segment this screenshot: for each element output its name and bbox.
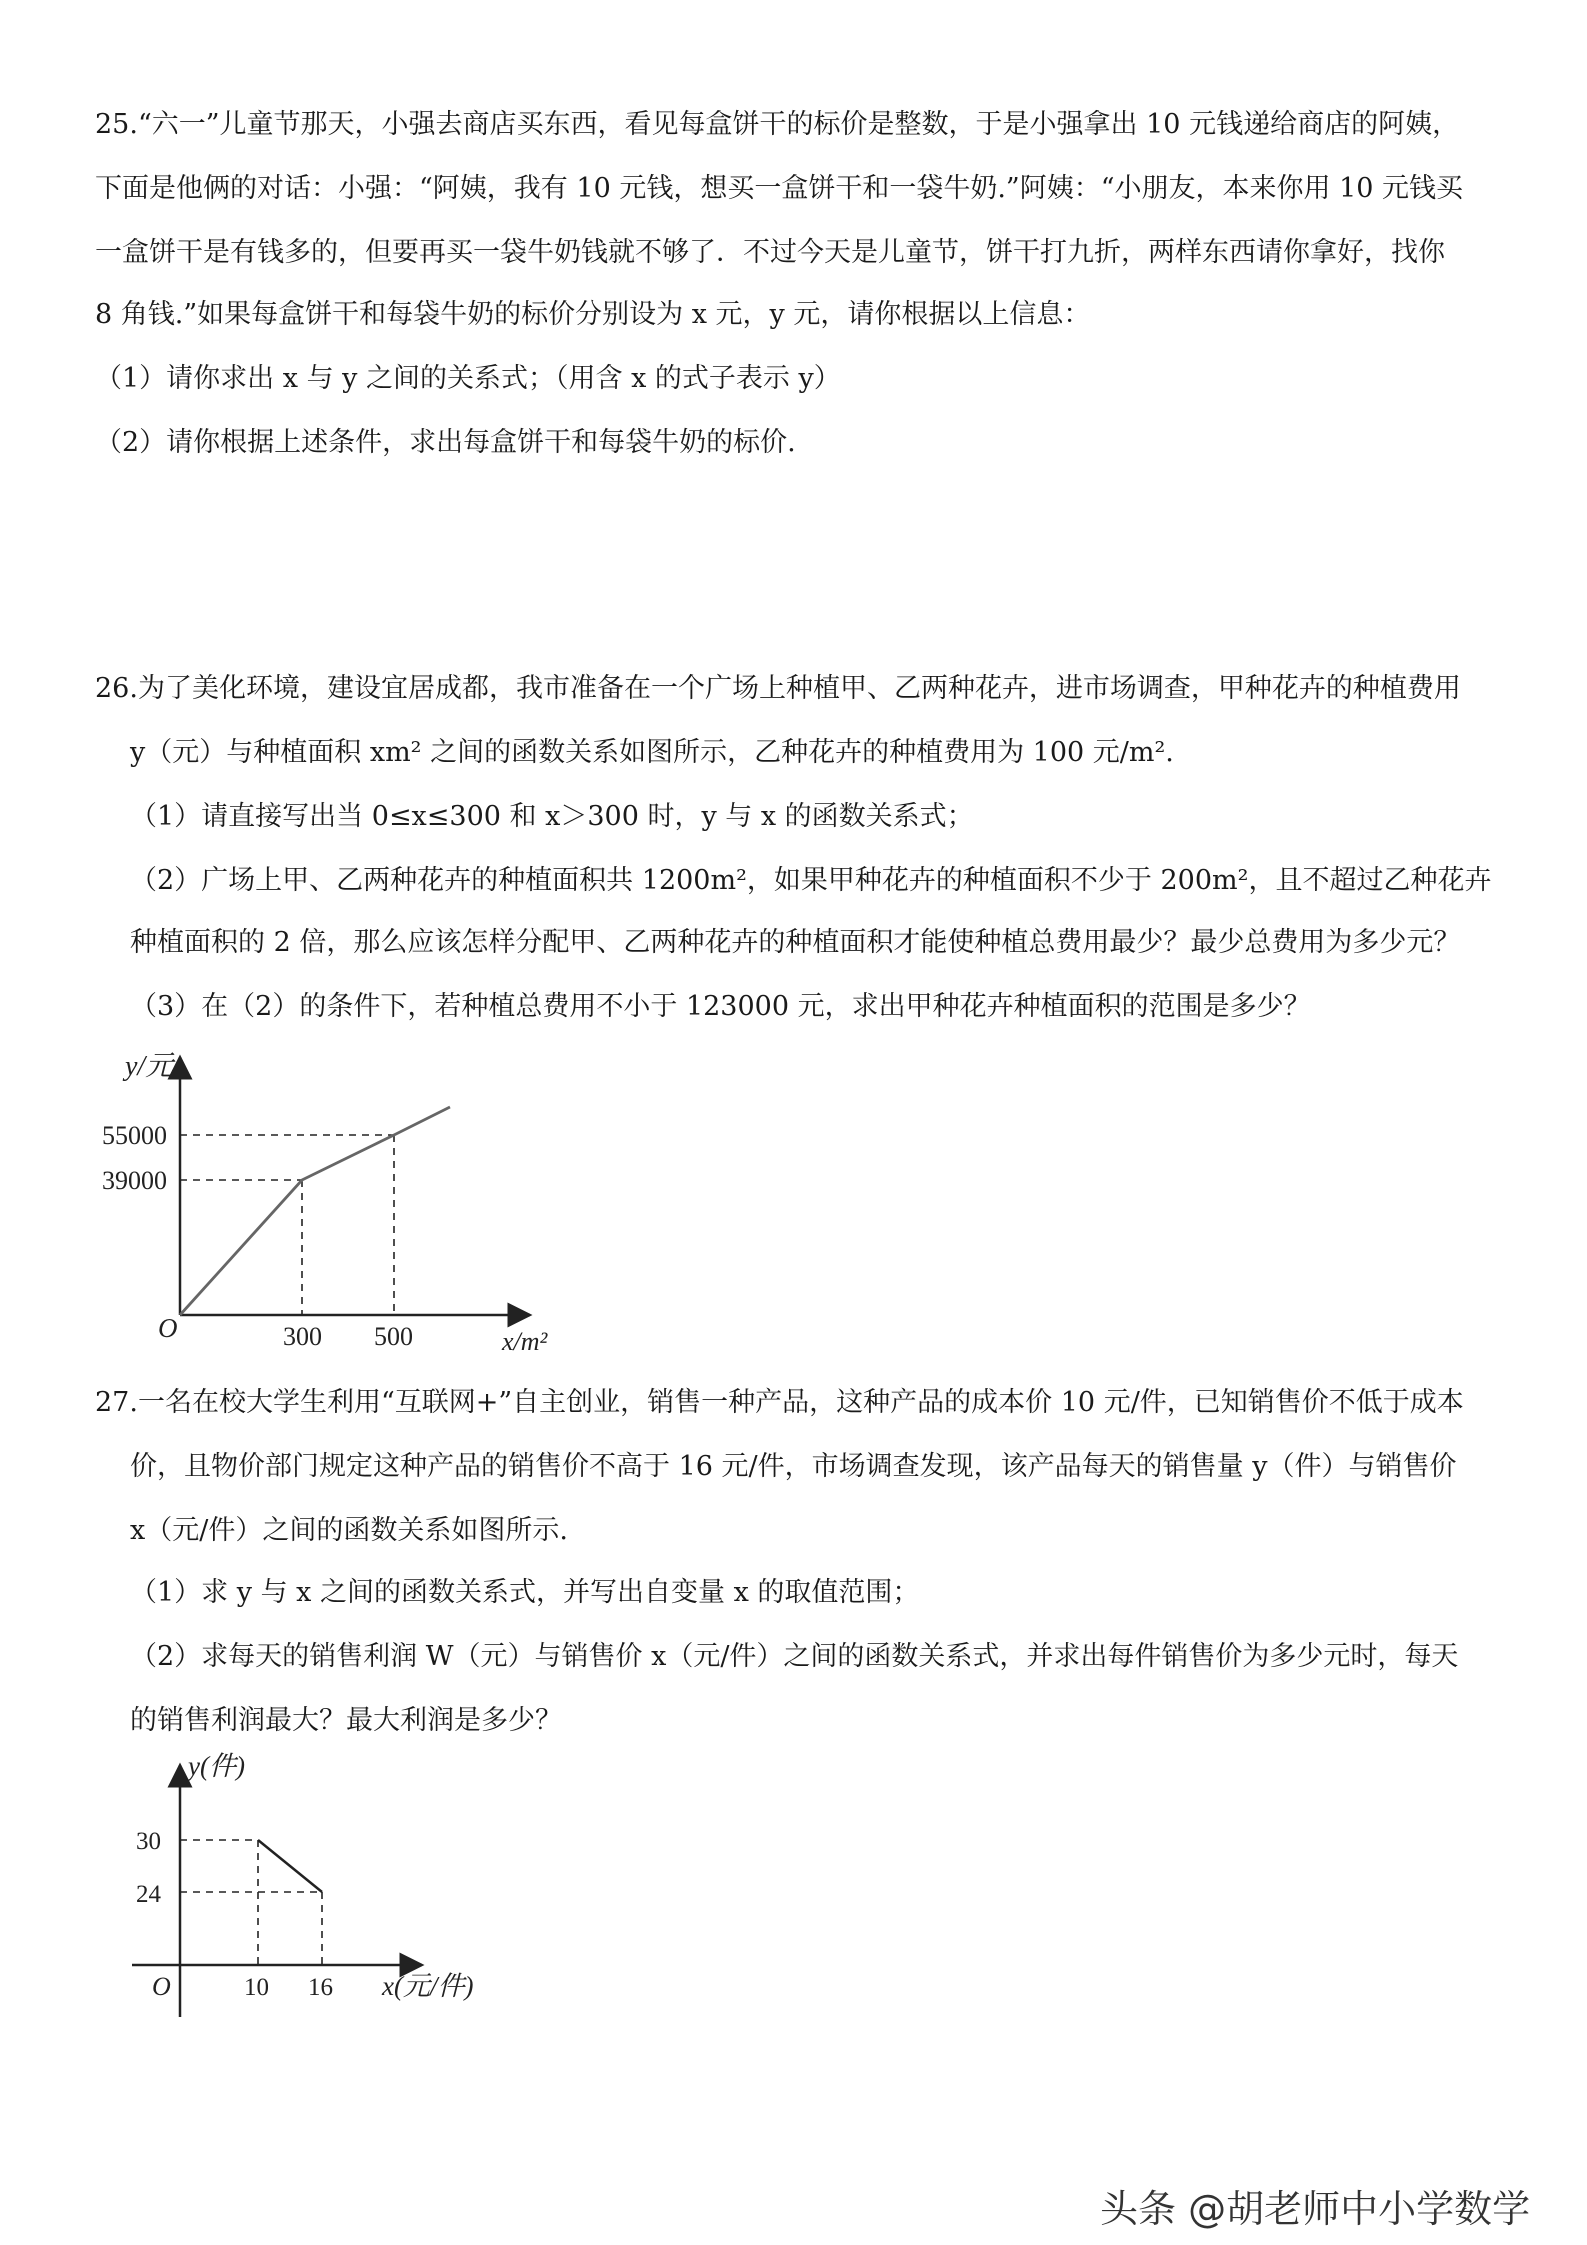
q27-line-5: （2）求每天的销售利润 W（元）与销售价 x（元/件）之间的函数关系式，并求出每件销售价为多少元时，每天	[130, 1641, 1459, 1672]
q27-x-axis-label: x(元/件)	[382, 1971, 474, 2001]
q27-xtick-10: 10	[244, 1974, 269, 2001]
q27-ytick-24: 24	[136, 1881, 161, 1908]
q26-line-3: （1）请直接写出当 0≤x≤300 和 x＞300 时，y 与 x 的函数关系式；	[130, 801, 974, 832]
q26-ytick-39000: 39000	[102, 1166, 167, 1195]
q26-function-line	[180, 1107, 450, 1315]
q26-ytick-55000: 55000	[102, 1121, 167, 1150]
q27-y-axis-label: y(件)	[188, 1751, 245, 1781]
q27-line-1: 27.一名在校大学生利用“互联网+”自主创业，销售一种产品，这种产品的成本价 10 元/件，已知销售价不低于成本	[95, 1387, 1464, 1418]
q26-origin-label: O	[158, 1313, 178, 1343]
q27-guide-lines	[180, 1840, 322, 1965]
q27-line-4: （1）求 y 与 x 之间的函数关系式，并写出自变量 x 的取值范围；	[130, 1577, 920, 1608]
q27-line-2: 价，且物价部门规定这种产品的销售价不高于 16 元/件，市场调查发现，该产品每天的销售量 y（件）与销售价	[130, 1451, 1457, 1482]
q27-line-6: 的销售利润最大？最大利润是多少？	[130, 1705, 562, 1736]
q26-graph	[90, 1045, 570, 1365]
q26-line-1: 26.为了美化环境，建设宜居成都，我市准备在一个广场上种植甲、乙两种花卉，进市场调查，甲种花卉的种植费用	[95, 673, 1461, 704]
q25-line-6: （2）请你根据上述条件，求出每盒饼干和每袋牛奶的标价.	[95, 427, 796, 458]
q27-origin-label: O	[152, 1972, 171, 2001]
q26-line-4: （2）广场上甲、乙两种花卉的种植面积共 1200m²，如果甲种花卉的种植面积不少于 200m²，且不超过乙种花卉	[130, 865, 1492, 896]
q25-line-5: （1）请你求出 x 与 y 之间的关系式；（用含 x 的式子表示 y）	[95, 363, 841, 394]
q27-ytick-30: 30	[136, 1828, 161, 1855]
q27-xtick-16: 16	[308, 1974, 333, 2001]
q25-line-3: 一盒饼干是有钱多的，但要再买一袋牛奶钱就不够了．不过今天是儿童节，饼干打九折，两样东西请你拿好，找你	[95, 237, 1445, 268]
q26-xtick-500: 500	[374, 1322, 413, 1351]
q26-guide-lines	[180, 1135, 394, 1315]
q25-line-4: 8 角钱.”如果每盒饼干和每袋牛奶的标价分别设为 x 元，y 元，请你根据以上信息：	[95, 299, 1091, 330]
q26-line-5: 种植面积的 2 倍，那么应该怎样分配甲、乙两种花卉的种植面积才能使种植总费用最少？最少总费用为多少元？	[130, 927, 1461, 958]
q27-function-line	[258, 1840, 322, 1892]
q27-graph	[120, 1745, 520, 2025]
q27-line-3: x（元/件）之间的函数关系如图所示.	[130, 1515, 568, 1546]
watermark: 头条 @胡老师中小学数学	[1100, 2187, 1531, 2231]
q25-line-2: 下面是他俩的对话：小强：“阿姨，我有 10 元钱，想买一盒饼干和一袋牛奶.”阿姨：“小朋友，本来你用 10 元钱买	[95, 173, 1464, 204]
q26-line-2: y（元）与种植面积 xm² 之间的函数关系如图所示，乙种花卉的种植费用为 100 元/m².	[130, 737, 1174, 768]
q25-line-1: 25.“六一”儿童节那天，小强去商店买东西，看见每盒饼干的标价是整数，于是小强拿出 10 元钱递给商店的阿姨，	[95, 109, 1460, 140]
q26-x-axis-label: x/m²	[502, 1327, 548, 1356]
q26-line-6: （3）在（2）的条件下，若种植总费用不小于 123000 元，求出甲种花卉种植面积的范围是多少？	[130, 991, 1311, 1022]
q26-xtick-300: 300	[283, 1322, 322, 1351]
q26-y-axis-label: y/元	[125, 1051, 174, 1082]
